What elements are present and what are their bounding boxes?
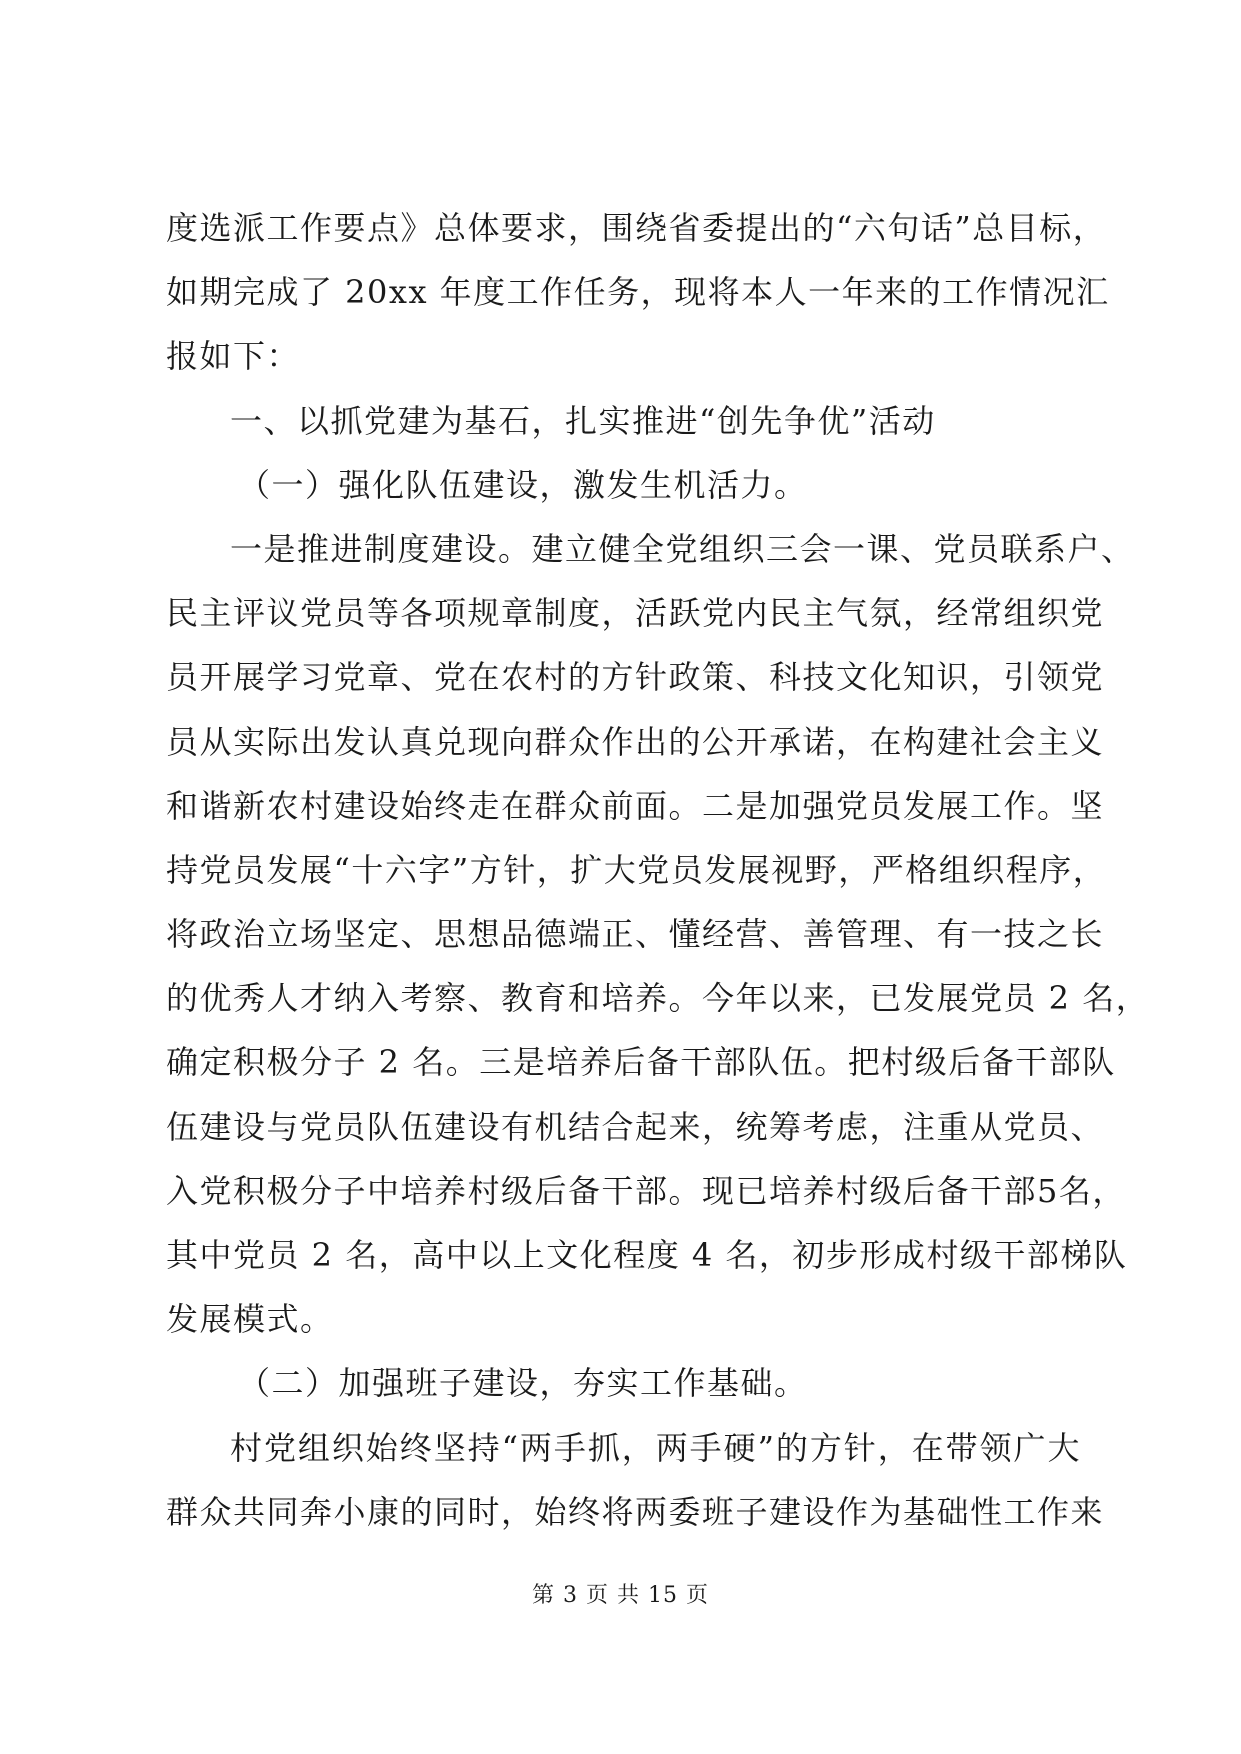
text-line: 发展模式。 [166,1300,334,1339]
text-line: 和谐新农村建设始终走在群众前面。二是加强党员发展工作。坚 [166,786,1105,825]
page-number-footer: 第 3 页 共 15 页 [532,1583,709,1608]
text-line: 一是推进制度建设。建立健全党组织三会一课、党员联系户、 [230,529,1135,568]
text-line: 群众共同奔小康的同时，始终将两委班子建设作为基础性工作来 [166,1492,1105,1531]
section-heading: 一、以抓党建为基石，扎实推进“创先争优”活动 [230,401,936,440]
text-line: 员从实际出发认真兑现向群众作出的公开承诺，在构建社会主义 [166,722,1105,761]
text-line: 确定积极分子 2 名。三是培养后备干部队伍。把村级后备干部队 [166,1043,1116,1082]
text-line: 持党员发展“十六字”方针，扩大党员发展视野，严格组织程序， [166,850,1107,889]
text-line: 度选派工作要点》总体要求，围绕省委提出的“六句话”总目标， [166,209,1107,247]
text-line: 报如下： [166,337,301,376]
subsection-heading: （二）加强班子建设，夯实工作基础。 [238,1364,808,1403]
text-line: 其中党员 2 名，高中以上文化程度 4 名，初步形成村级干部梯队 [166,1236,1128,1274]
subsection-heading: （一）强化队伍建设，激发生机活力。 [238,465,808,504]
text-line: 村党组织始终坚持“两手抓，两手硬”的方针，在带领广大 [230,1428,1081,1467]
text-line: 伍建设与党员队伍建设有机结合起来，统筹考虑，注重从党员、 [166,1107,1105,1146]
text-line: 如期完成了 20xx 年度工作任务，现将本人一年来的工作情况汇 [166,273,1110,312]
text-line: 员开展学习党章、党在农村的方针政策、科技文化知识，引领党 [166,658,1105,697]
text-line: 入党积极分子中培养村级后备干部。现已培养村级后备干部5名， [166,1171,1126,1210]
text-line: 将政治立场坚定、思想品德端正、懂经营、善管理、有一技之长 [166,915,1105,954]
text-line: 的优秀人才纳入考察、教育和培养。今年以来，已发展党员 2 名， [166,979,1150,1018]
document-body [166,196,1150,1544]
text-line: 民主评议党员等各项规章制度，活跃党内民主气氛，经常组织党 [166,594,1105,633]
